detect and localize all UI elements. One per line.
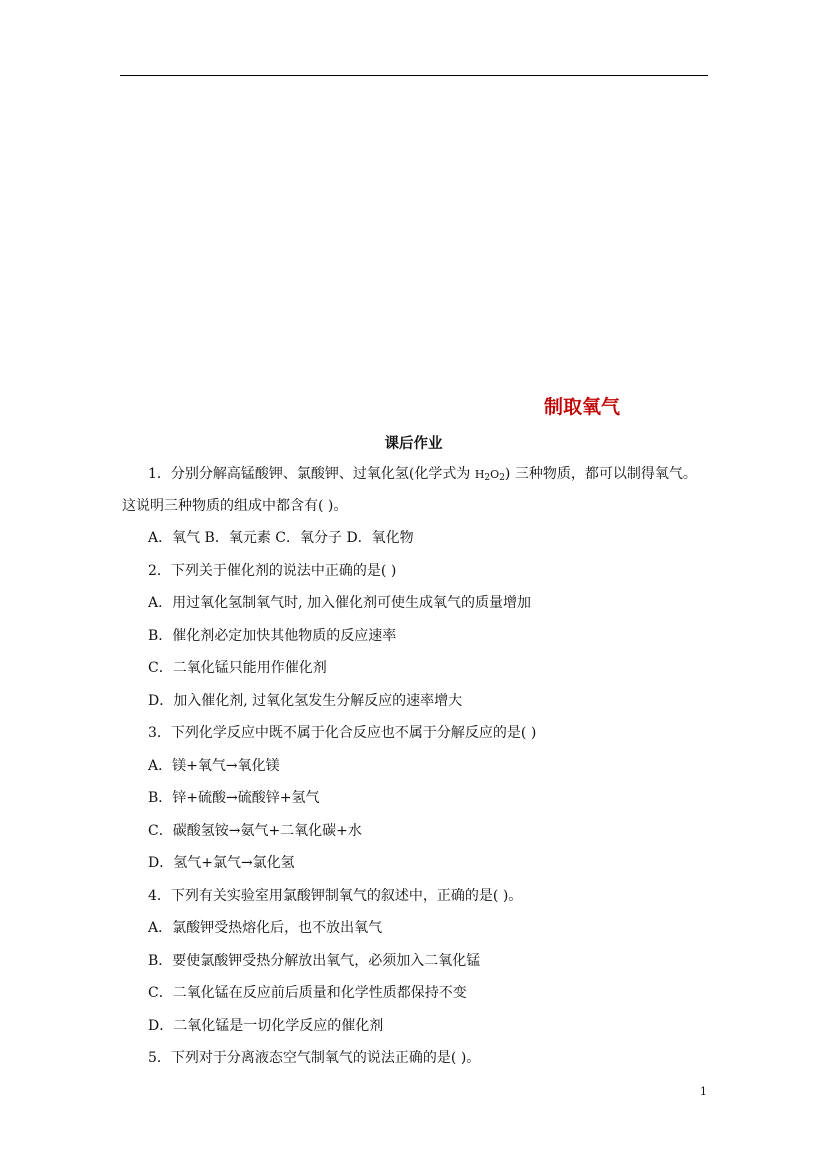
formula-h: H [474,468,485,481]
question-1-stem [148,464,697,488]
question-4-option-c: C．二氧化锰在反应前后质量和化学性质都保持不变 [148,985,467,1001]
question-1-stem-part2: ) 三种物质，都可以制得氧气。 [504,466,697,482]
question-2-option-c: C．二氧化锰只能用作催化剂 [148,660,327,676]
question-4-stem: 4．下列有关实验室用氯酸钾制氧气的叙述中，正确的是( )。 [148,888,523,904]
question-3-option-d: D．氢气+氯气→氯化氢 [148,855,295,871]
formula-sub-2a: 2 [484,473,491,483]
question-4-option-d: D．二氧化锰是一切化学反应的催化剂 [148,1018,384,1034]
document-title: 制取氧气 [544,396,621,418]
question-1-stem-line2: 这说明三种物质的组成中都含有( )。 [122,498,348,514]
formula-o: O [490,468,500,481]
page-number: 1 [700,1085,707,1098]
question-5-stem: 5．下列对于分离液态空气制氧气的说法正确的是( )。 [148,1050,481,1066]
question-3-option-b: B．锌+硫酸→硫酸锌+氢气 [148,790,320,806]
section-subtitle: 课后作业 [384,435,443,452]
question-2-option-b: B．催化剂必定加快其他物质的反应速率 [148,628,397,644]
question-2-stem: 2．下列关于催化剂的说法中正确的是( ) [148,563,397,579]
header-rule [120,75,708,76]
question-3-option-a: A．镁+氧气→氧化镁 [148,758,280,774]
question-3-stem: 3．下列化学反应中既不属于化合反应也不属于分解反应的是( ) [148,725,537,741]
question-2-option-a: A．用过氧化氢制氧气时, 加入催化剂可使生成氧气的质量增加 [148,595,532,611]
question-1-stem-part1: 1．分别分解高锰酸钾、氯酸钾、过氧化氢(化学式为 [148,466,475,482]
question-4-option-a: A．氯酸钾受热熔化后，也不放出氧气 [148,920,383,936]
question-1-options: A．氧气 B．氧元素 C．氧分子 D．氧化物 [148,530,414,546]
question-2-option-d: D．加入催化剂, 过氧化氢发生分解反应的速率增大 [148,693,463,709]
question-4-option-b: B．要使氯酸钾受热分解放出氧气，必须加入二氧化锰 [148,953,481,969]
formula-sub-2b: 2 [499,473,505,483]
question-3-option-c: C．碳酸氢铵→氨气+二氧化碳+水 [148,823,362,839]
